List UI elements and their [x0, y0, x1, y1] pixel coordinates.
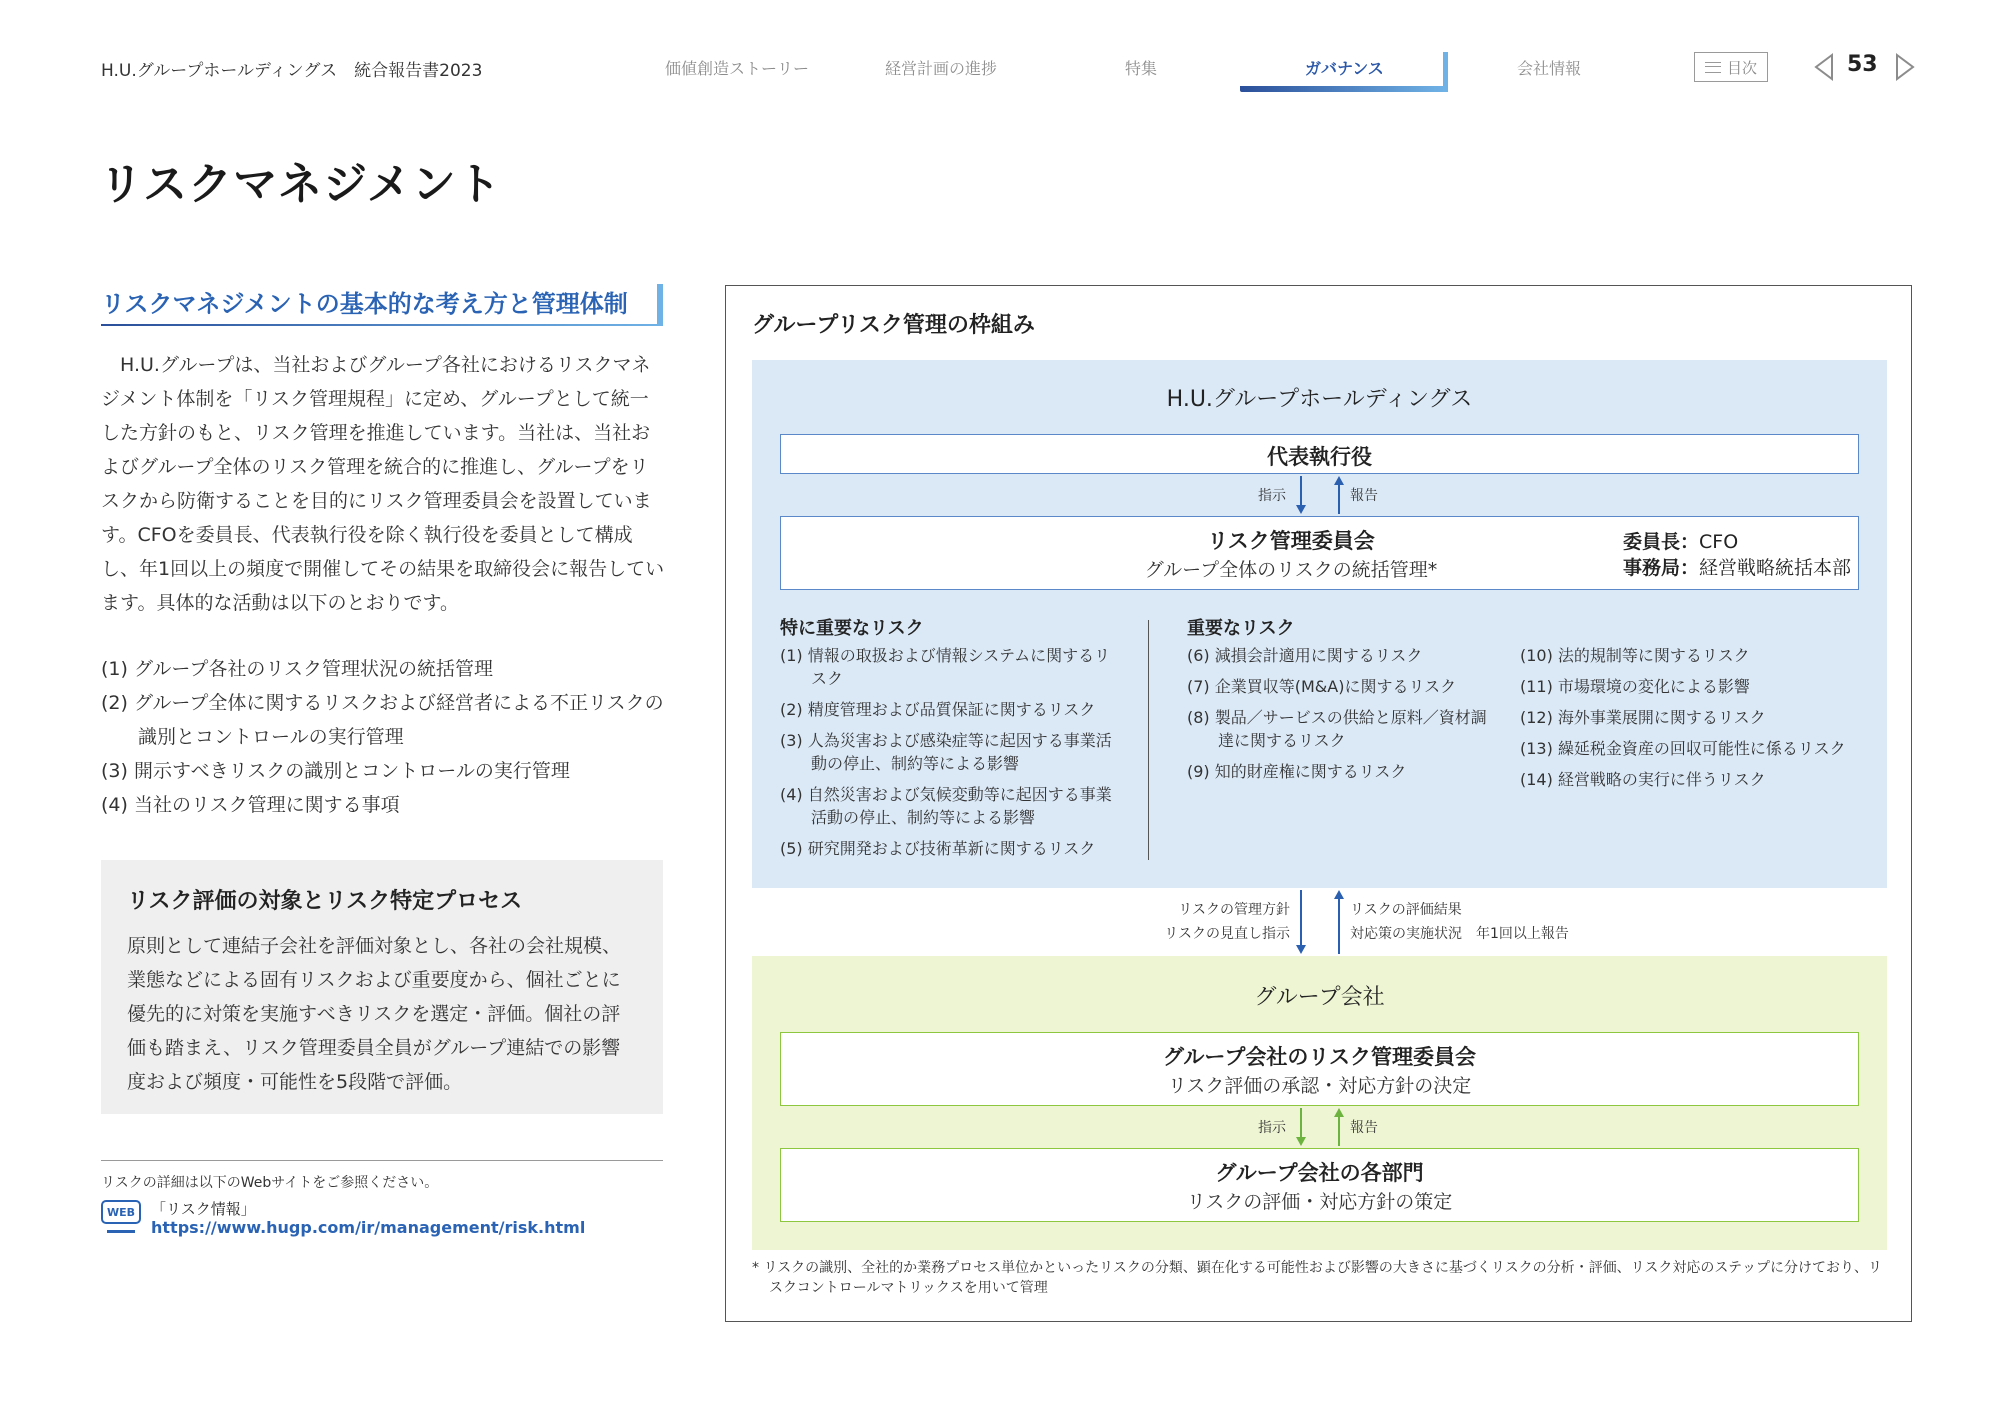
tab-value-creation[interactable]: 価値創造ストーリー	[665, 59, 810, 78]
review-label: リスクの見直し指示	[1164, 926, 1290, 942]
list-item: (3) 開示すべきリスクの識別とコントロールの実行管理	[101, 760, 570, 782]
risk-column-divider	[1148, 620, 1149, 860]
report-label: 報告	[1350, 1120, 1378, 1136]
risk-committee-box	[780, 516, 1859, 590]
arrow-pair-icon	[1290, 888, 1350, 956]
list-item: (1) グループ各社のリスク管理状況の統括管理	[101, 658, 494, 680]
web-badge-underline	[107, 1230, 135, 1233]
framework-title: グループリスク管理の枠組み	[752, 313, 1035, 338]
chair-value: CFO	[1699, 531, 1739, 553]
list-item: (11) 市場環境の変化による影響	[1520, 677, 1750, 696]
intro-paragraph: H.U.グループは、当社およびグループ各社におけるリスクマネジメント体制を「リスク管理規程」に定め、グループとして統一した方針のもと、リスク管理を推進しています。当社は、当社およびグループ全体のリスク管理を統合的に推進し、グループをリスクから防衛することを目的にリスク管理委員会を設置しています。CFOを委員長、代表執行役を除く執行役を委員として構成し、年1回以上の頻度で開催してその結果を取締役会に報告しています。具体的な活動は以下のとおりです。	[101, 354, 665, 614]
heading-underline	[101, 324, 663, 326]
risk-evaluation-text: 原則として連結子会社を評価対象とし、各社の会社規模、業態などによる固有リスクおよび重要度から、個社ごとに優先的に対策を実施すべきリスクを選定・評価。個社の評価も踏まえ、リスク管理委員全員がグループ連結での影響度および頻度・可能性を5段階で評価。	[127, 935, 622, 1093]
divider	[101, 1160, 663, 1161]
risk-info-link[interactable]: https://www.hugp.com/ir/management/risk.html	[151, 1218, 586, 1237]
tab-company-info[interactable]: 会社情報	[1517, 59, 1582, 78]
tab-plan-progress[interactable]: 経営計画の進捗	[885, 59, 998, 78]
list-item: (8) 製品／サービスの供給と原料／資材調達に関するリスク	[1187, 708, 1487, 750]
evaluation-result-label: リスクの評価結果	[1350, 902, 1462, 918]
gc-committee-sub: リスク評価の承認・対応方針の決定	[1167, 1075, 1472, 1097]
gc-departments-title: グループ会社の各部門	[1215, 1161, 1424, 1185]
arrow-pair-icon	[1290, 1106, 1350, 1148]
list-item: (1) 情報の取扱および情報システムに関するリスク	[780, 646, 1111, 688]
list-item: (14) 経営戦略の実行に伴うリスク	[1520, 770, 1766, 789]
active-tab-indicator	[1240, 86, 1445, 92]
framework-footnote: * リスクの識別、全社的か業務プロセス単位かといったリスクの分類、顕在化する可能性および影響の大きさに基づくリスクの分析・評価、リスク対応のステップに分けており、リスクコントロールマトリックスを用いて管理	[752, 1260, 1883, 1296]
list-item: (2) グループ全体に関するリスクおよび経営者による不正リスクの識別とコントロールの実行管理	[101, 692, 664, 748]
report-label: 報告	[1350, 488, 1378, 504]
risk-committee-sub: グループ全体のリスクの統括管理*	[1144, 559, 1438, 581]
reference-label: 「リスク情報」	[151, 1200, 256, 1218]
reference-note: リスクの詳細は以下のWebサイトをご参照ください。	[101, 1175, 439, 1191]
toc-button[interactable]	[1694, 52, 1768, 82]
web-badge-icon: WEB	[101, 1200, 141, 1224]
ceo-box	[780, 434, 1859, 474]
gc-departments-box	[780, 1148, 1859, 1222]
risk-evaluation-box	[101, 860, 663, 1114]
policy-label: リスクの管理方針	[1178, 902, 1290, 918]
toc-label: 目次	[1726, 58, 1757, 77]
evaluation-report-labels	[1350, 898, 1569, 946]
arrow-pair-icon	[1290, 474, 1350, 516]
important-risks-list-a	[1187, 644, 1502, 791]
heading-accent-bar	[657, 284, 663, 326]
instruction-label: 指示	[1258, 488, 1286, 504]
instruction-label: 指示	[1258, 1120, 1286, 1136]
page-title: リスクマネジメント	[99, 159, 502, 210]
critical-risks-title: 特に重要なリスク	[780, 618, 924, 639]
activity-list	[101, 652, 667, 822]
implementation-status-label: 対応策の実施状況 年1回以上報告	[1350, 926, 1569, 942]
office-label: 事務局：	[1623, 557, 1700, 579]
office-value: 経営戦略統括本部	[1699, 557, 1852, 579]
section-heading-text: リスクマネジメントの基本的な考え方と管理体制	[101, 290, 628, 318]
gc-committee-box	[780, 1032, 1859, 1106]
list-item: (9) 知的財産権に関するリスク	[1187, 762, 1407, 781]
list-item: (4) 自然災害および気候変動等に起因する事業活動の停止、制約等による影響	[780, 785, 1112, 827]
list-item: (10) 法的規制等に関するリスク	[1520, 646, 1750, 665]
tab-feature[interactable]: 特集	[1125, 59, 1158, 78]
list-item: (7) 企業買収等(M&A)に関するリスク	[1187, 677, 1457, 696]
list-item: (6) 減損会計適用に関するリスク	[1187, 646, 1423, 665]
committee-members	[1623, 529, 1851, 581]
list-item: (13) 繰延税金資産の回収可能性に係るリスク	[1520, 739, 1846, 758]
report-title: H.U.グループホールディングス 統合報告書2023	[101, 61, 483, 81]
menu-icon	[1705, 62, 1721, 73]
list-item: (3) 人為災害および感染症等に起因する事業活動の停止、制約等による影響	[780, 731, 1112, 773]
important-risks-list-b	[1520, 644, 1865, 799]
gc-committee-title: グループ会社のリスク管理委員会	[1163, 1045, 1476, 1069]
critical-risks-list	[780, 644, 1120, 868]
risk-committee-title: リスク管理委員会	[1207, 529, 1375, 553]
active-tab-indicator-cap	[1443, 52, 1448, 92]
policy-instruction-labels	[1120, 898, 1290, 946]
page-number: 53	[1847, 52, 1878, 77]
list-item: (12) 海外事業展開に関するリスク	[1520, 708, 1766, 727]
section-heading	[101, 284, 663, 326]
next-page-icon[interactable]	[1893, 52, 1917, 82]
list-item: (5) 研究開発および技術革新に関するリスク	[780, 839, 1096, 858]
list-item: (2) 精度管理および品質保証に関するリスク	[780, 700, 1096, 719]
prev-page-icon[interactable]	[1812, 52, 1836, 82]
gc-departments-sub: リスクの評価・対応方針の策定	[1186, 1191, 1453, 1213]
risk-evaluation-title: リスク評価の対象とリスク特定プロセス	[127, 889, 523, 914]
list-item: (4) 当社のリスク管理に関する事項	[101, 794, 400, 816]
tab-governance[interactable]: ガバナンス	[1305, 59, 1384, 78]
holdings-name: H.U.グループホールディングス	[1166, 387, 1473, 412]
chair-label: 委員長：	[1623, 531, 1700, 553]
group-companies-name: グループ会社	[1254, 985, 1385, 1010]
important-risks-title: 重要なリスク	[1187, 618, 1295, 639]
ceo-label: 代表執行役	[1267, 445, 1372, 469]
